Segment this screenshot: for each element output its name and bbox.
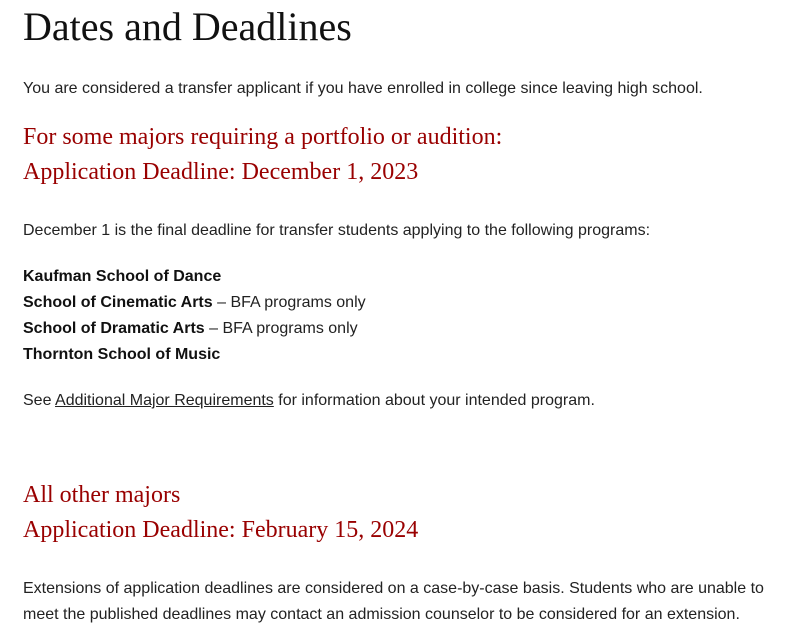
program-name: School of Cinematic Arts [23,294,213,311]
program-item [23,290,366,316]
see-suffix: for information about your intended program. [273,392,595,409]
see-prefix: See [23,392,56,409]
program-name: Thornton School of Music [23,346,221,363]
program-note: – BFA programs only [204,320,358,337]
program-list [23,264,366,368]
program-item [23,316,366,342]
section2-heading-line1: All other majors [23,482,181,508]
program-name: School of Dramatic Arts [23,320,205,337]
program-item [23,342,366,368]
program-note: – BFA programs only [212,294,366,311]
program-item [23,264,366,290]
extensions-text: Extensions of application deadlines are considered on a case-by-case basis. Students who are unable to meet the published deadlines may contact an admission counselor to be considered for an extension. [23,580,764,623]
section1-heading-line1: For some majors requiring a portfolio or audition: [23,124,503,150]
page-title: Dates and Deadlines [23,4,352,49]
additional-major-requirements-link[interactable]: Additional Major Requirements [55,392,274,409]
program-name: Kaufman School of Dance [23,268,222,285]
section1-deadline-heading: Application Deadline: December 1, 2023 [23,159,419,185]
section1-description: December 1 is the final deadline for transfer students applying to the following programs: [23,222,651,239]
section2-deadline-heading: Application Deadline: February 15, 2024 [23,517,419,543]
see-requirements-text [23,388,595,414]
intro-text: You are considered a transfer applicant if you have enrolled in college since leaving high school. [23,80,703,97]
